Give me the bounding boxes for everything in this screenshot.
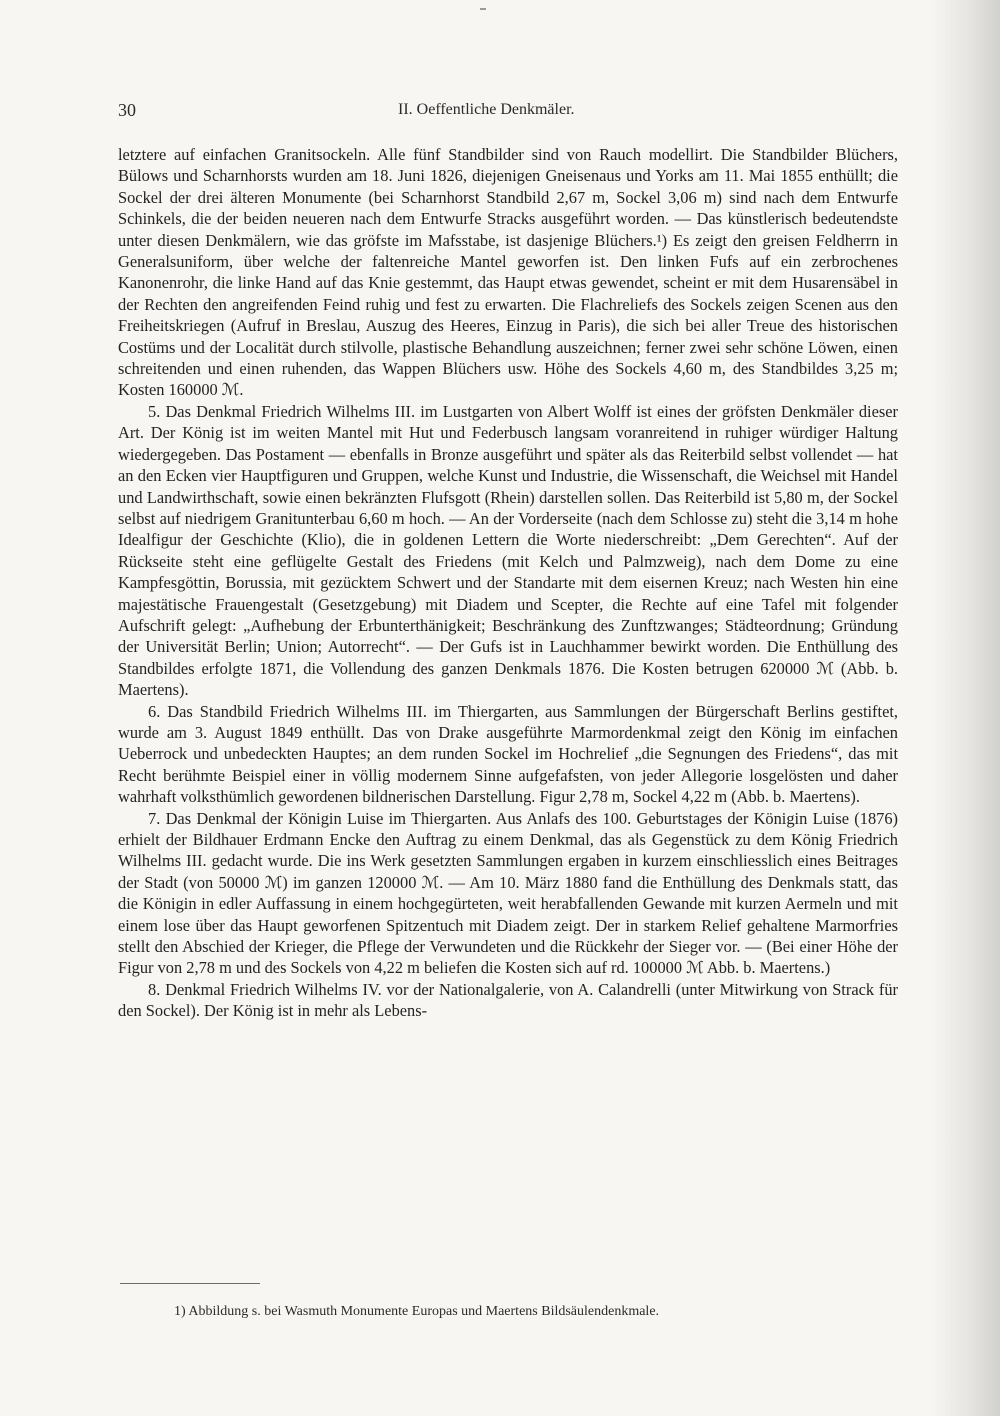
paragraph-fw3-lustgarten: 5. Das Denkmal Friedrich Wilhelms III. im Lustgarten von Albert Wolff ist eines der gröfsten Denkmäler dieser Art. Der König ist im weiten Mantel mit Hut und Federbusch langsam voranreitend in ruhiger würdiger Haltung wiedergegeben. Das Postament — ebenfalls in Bronze ausgeführt und später als das Reiterbild selbst vollendet — hat an den Ecken vier Hauptfiguren und Gruppen, welche Kunst und Industrie, die Wissenschaft, die Weichsel mit Handel und Landwirthschaft, sowie einen bekränzten Flufsgott (Rhein) darstellen sollen. Das Reiterbild ist 5,80 m, der Sockel selbst auf niedrigem Granitunterbau 6,60 m hoch. — An der Vorderseite (nach dem Schlosse zu) steht die 3,14 m hohe Idealfigur der Geschichte (Klio), die in goldenen Lettern die Worte niederschreibt: „Dem Gerechten“. Auf der Rückseite steht eine geflügelte Gestalt des Friedens (mit Kelch und Palmzweig), nach dem Dome zu eine Kampfesgöttin, Borussia, mit gezücktem Schwert und der Standarte mit dem eisernen Kreuz; nach Westen hin eine majestätische Frauengestalt (Gesetzgebung) mit Diadem und Scepter, die Rechte auf eine Tafel mit folgender Aufschrift gelegt: „Aufhebung der Erbunterthänigkeit; Beschränkung des Zunftzwanges; Städteordnung; Gründung der Universität Berlin; Union; Autorrecht“. — Der Gufs ist in Lauchhammer bewirkt worden. Die Enthüllung des Standbildes erfolgte 1871, die Vollendung des ganzen Denkmals 1876. Die Kosten betrugen 620000 ℳ (Abb. b. Maertens).: [118, 401, 898, 700]
page-header: [118, 100, 898, 130]
running-title: II. Oeffentliche Denkmäler.: [398, 101, 575, 118]
page-edge-shadow: [930, 0, 1000, 1416]
paragraph-bluecher: letztere auf einfachen Granitsockeln. Alle fünf Standbilder sind von Rauch modellirt. Die Standbilder Blüchers, Bülows und Scharnhorsts wurden am 18. Juni 1826, diejenigen Gneisenaus und Yorks am 11. Mai 1855 enthüllt; die Sockel der drei älteren Monumente (bei Scharnhorst Standbild 2,67 m, Sockel 3,06 m) sind nach dem Entwurfe Schinkels, die der beiden neueren nach dem Entwurfe Stracks ausgeführt worden. — Das künstlerisch bedeutendste unter diesen Denkmälern, wie das gröfste im Mafsstabe, ist dasjenige Blüchers.¹) Es zeigt den greisen Feldherrn in Generalsuniform, über welche der faltenreiche Mantel geworfen ist. Den linken Fufs auf ein zerbrochenes Kanonenrohr, die linke Hand auf das Knie gestemmt, das Haupt etwas gewendet, scheint er mit dem Husarensäbel in der Rechten den angreifenden Feind ruhig und fest zu erwarten. Die Flachreliefs des Sockels zeigen Scenen aus den Freiheitskriegen (Aufruf in Breslau, Auszug des Heeres, Einzug in Paris), die sich bei aller Treue des historischen Costüms und der Localität durch stilvolle, plastische Behandlung auszeichnen; ferner zwei sehr schöne Löwen, einen schreitenden und einen ruhenden, das Wappen Blüchers usw. Höhe des Sockels 4,60 m, des Standbildes 3,25 m; Kosten 160000 ℳ.: [118, 145, 898, 400]
footnote-divider: [120, 1283, 260, 1284]
print-mark: [480, 8, 486, 10]
paragraph-koenigin-luise: 7. Das Denkmal der Königin Luise im Thiergarten. Aus Anlafs des 100. Geburtstages der Königin Luise (1876) erhielt der Bildhauer Erdmann Encke den Auftrag zu einem Denkmal, das als Gegenstück zu dem König Friedrich Wilhelms III. gedacht wurde. Die ins Werk gesetzten Sammlungen ergaben in kurzem einschliesslich eines Beitrages der Stadt (von 50000 ℳ) im ganzen 120000 ℳ. — Am 10. März 1880 fand die Enthüllung des Denkmals statt, das die Königin in edler Auffassung in einem hochgegürteten, weit herabfallenden Gewande mit kurzen Aermeln und mit einem lose über das Haupt geworfenen Spitzentuch mit Diadem zeigt. Der in starkem Relief gehaltene Marmorfries stellt den Abschied der Krieger, die Pflege der Verwundeten und die Rückkehr der Sieger vor. — (Bei einer Höhe der Figur von 2,78 m und des Sockels von 4,22 m beliefen die Kosten sich auf rd. 100000 ℳ Abb. b. Maertens.): [118, 808, 898, 978]
paragraph-fw3-thiergarten: 6. Das Standbild Friedrich Wilhelms III. im Thiergarten, aus Sammlungen der Bürgerschaft Berlins gestiftet, wurde am 3. August 1849 enthüllt. Das von Drake ausgeführte Marmordenkmal zeigt den König im einfachen Ueberrock und unbedeckten Hauptes; an dem runden Sockel im Hochrelief „die Segnungen des Friedens“, das mit Recht berühmte Beispiel einer in völlig modernem Sinne aufgefafsten, von jeder Allegorie losgelösten und daher wahrhaft volksthümlich gewordenen bildnerischen Darstellung. Figur 2,78 m, Sockel 4,22 m (Abb. b. Maertens).: [118, 701, 898, 807]
page-number: 30: [118, 100, 136, 120]
paragraph-fw4: 8. Denkmal Friedrich Wilhelms IV. vor der Nationalgalerie, von A. Calandrelli (unter Mitwirkung von Strack für den Sockel). Der König ist in mehr als Lebens-: [118, 979, 898, 1021]
body-text: [118, 144, 898, 1022]
footnote: 1) Abbildung s. bei Wasmuth Monumente Europas und Maertens Bildsäulendenkmale.: [174, 1304, 660, 1319]
